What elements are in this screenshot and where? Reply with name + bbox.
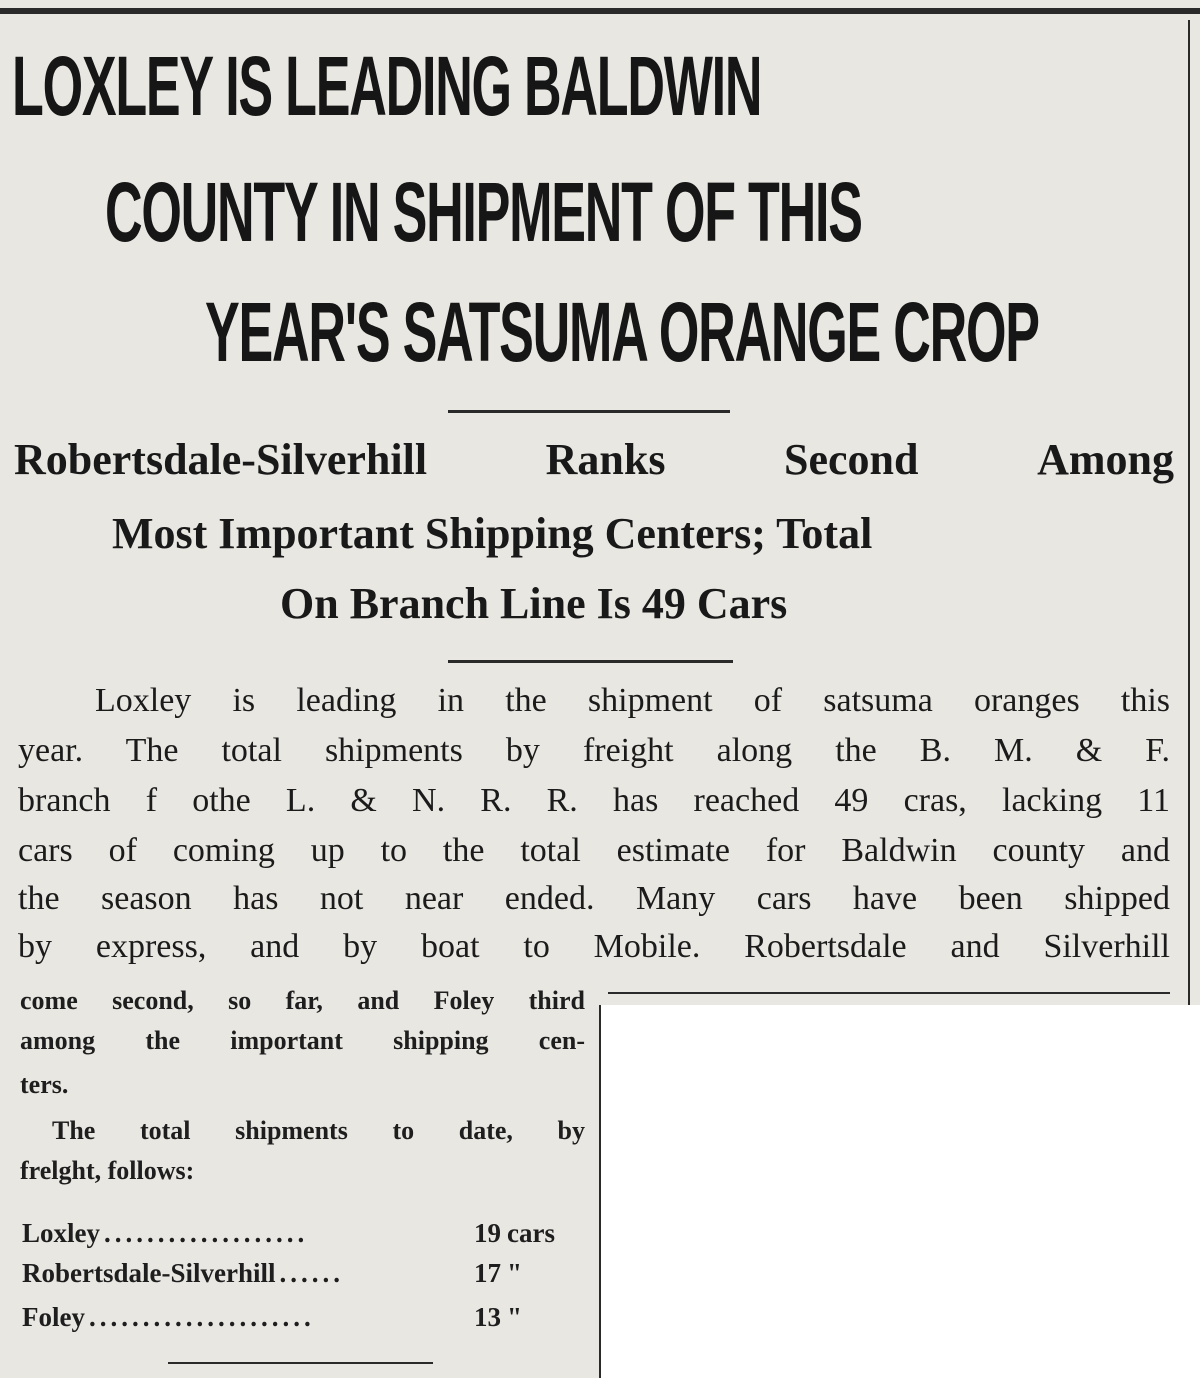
column-rule <box>599 1005 601 1378</box>
column-line: among the important shipping cen- <box>20 1026 585 1055</box>
dot-leader: ..................... <box>88 1302 315 1332</box>
dot-leader: ................... <box>104 1218 309 1248</box>
body-line: branch f othe L. & N. R. R. has reached 49 cras, lacking 11 <box>18 782 1170 819</box>
shipment-row-loxley <box>22 1218 587 1249</box>
shipment-row-robertsdale-silverhill <box>22 1258 587 1289</box>
subheadline-line-3: On Branch Line Is 49 Cars <box>280 579 788 628</box>
column-line: frelght, follows: <box>20 1156 195 1185</box>
shipment-count: 13 <box>474 1302 501 1332</box>
shipment-row-foley <box>22 1302 587 1333</box>
shipment-count: 17 <box>474 1258 501 1288</box>
subheadline-divider <box>448 660 733 663</box>
headline-line-3: YEAR'S SATSUMA ORANGE CROP <box>205 285 1039 379</box>
column-line: come second, so far, and Foley third <box>20 986 585 1015</box>
body-line: Loxley is leading in the shipment of satsuma oranges this <box>95 682 1170 719</box>
subheadline-line-1 <box>14 434 1174 485</box>
headline-line-1: LOXLEY IS LEADING BALDWIN <box>12 39 762 133</box>
shipment-unit: " <box>507 1258 522 1288</box>
shipment-place: Robertsdale-Silverhill <box>22 1258 276 1288</box>
body-line: cars of coming up to the total estimate for Baldwin county and <box>18 832 1170 869</box>
shipment-unit: " <box>507 1302 522 1332</box>
subheadline-word: Second <box>784 435 919 484</box>
column-line: The total shipments to date, by <box>52 1116 585 1145</box>
shipment-count: 19 <box>474 1218 501 1248</box>
shipment-place: Loxley <box>22 1218 100 1248</box>
subheadline-word: Robertsdale-Silverhill <box>14 435 428 484</box>
headline-divider <box>448 410 730 413</box>
right-column-rule <box>1188 20 1190 1005</box>
column-line: ters. <box>20 1070 69 1099</box>
cut-rule <box>608 992 1170 994</box>
subheadline-word: Among <box>1037 435 1174 484</box>
shipment-place: Foley <box>22 1302 85 1332</box>
shipment-unit: cars <box>507 1218 555 1248</box>
headline-line-2: COUNTY IN SHIPMENT OF THIS <box>105 165 862 259</box>
top-rule <box>0 8 1200 14</box>
end-rule <box>168 1362 433 1364</box>
body-line: by express, and by boat to Mobile. Robertsdale and Silverhill <box>18 928 1170 965</box>
subheadline-word: Ranks <box>545 435 666 484</box>
dot-leader: ...... <box>279 1258 344 1288</box>
body-line: year. The total shipments by freight along the B. M. & F. <box>18 732 1170 769</box>
subheadline-line-2: Most Important Shipping Centers; Total <box>112 509 873 558</box>
body-line: the season has not near ended. Many cars have been shipped <box>18 880 1170 917</box>
